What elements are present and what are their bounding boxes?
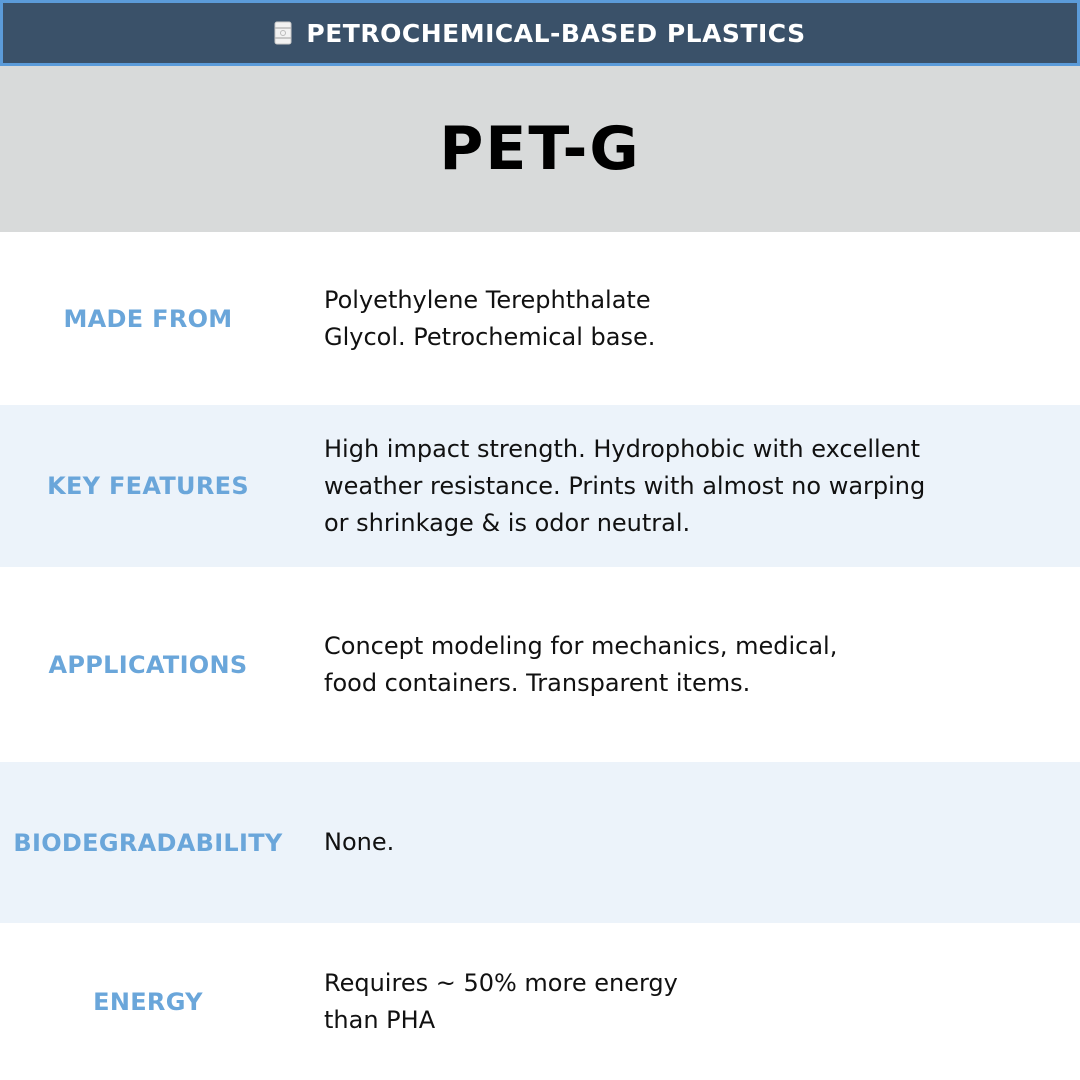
value-line: Glycol. Petrochemical base.	[324, 322, 656, 351]
page-title: PET-G	[439, 114, 641, 184]
category-banner	[0, 0, 1080, 66]
row-label: KEY FEATURES	[47, 472, 249, 500]
row-made-from	[0, 232, 1080, 405]
row-value	[324, 628, 1024, 702]
row-applications	[0, 567, 1080, 762]
title-band	[0, 66, 1080, 232]
row-biodegradability	[0, 762, 1080, 923]
row-label: MADE FROM	[63, 304, 233, 333]
value-line: weather resistance. Prints with almost no warping	[324, 471, 926, 500]
value-line: Polyethylene Terephthalate	[324, 285, 651, 314]
value-line: None.	[324, 828, 395, 856]
row-label: BIODEGRADABILITY	[13, 828, 283, 857]
row-energy	[0, 923, 1080, 1080]
banner-title: PETROCHEMICAL-BASED PLASTICS	[306, 18, 806, 48]
value-line: Concept modeling for mechanics, medical,	[324, 631, 838, 660]
row-value	[324, 282, 1024, 356]
value-line: food containers. Transparent items.	[324, 668, 751, 697]
value-line: High impact strength. Hydrophobic with excellent	[324, 434, 921, 463]
value-line: Requires ~ 50% more energy	[324, 968, 678, 997]
value-line: or shrinkage & is odor neutral.	[324, 508, 691, 537]
row-value	[324, 965, 1024, 1039]
barrel-icon	[274, 21, 292, 45]
row-value	[324, 824, 1024, 861]
row-label: APPLICATIONS	[48, 650, 248, 679]
row-value	[324, 431, 1024, 542]
value-line: than PHA	[324, 1005, 436, 1034]
row-label: ENERGY	[93, 987, 203, 1016]
row-key-features	[0, 405, 1080, 567]
